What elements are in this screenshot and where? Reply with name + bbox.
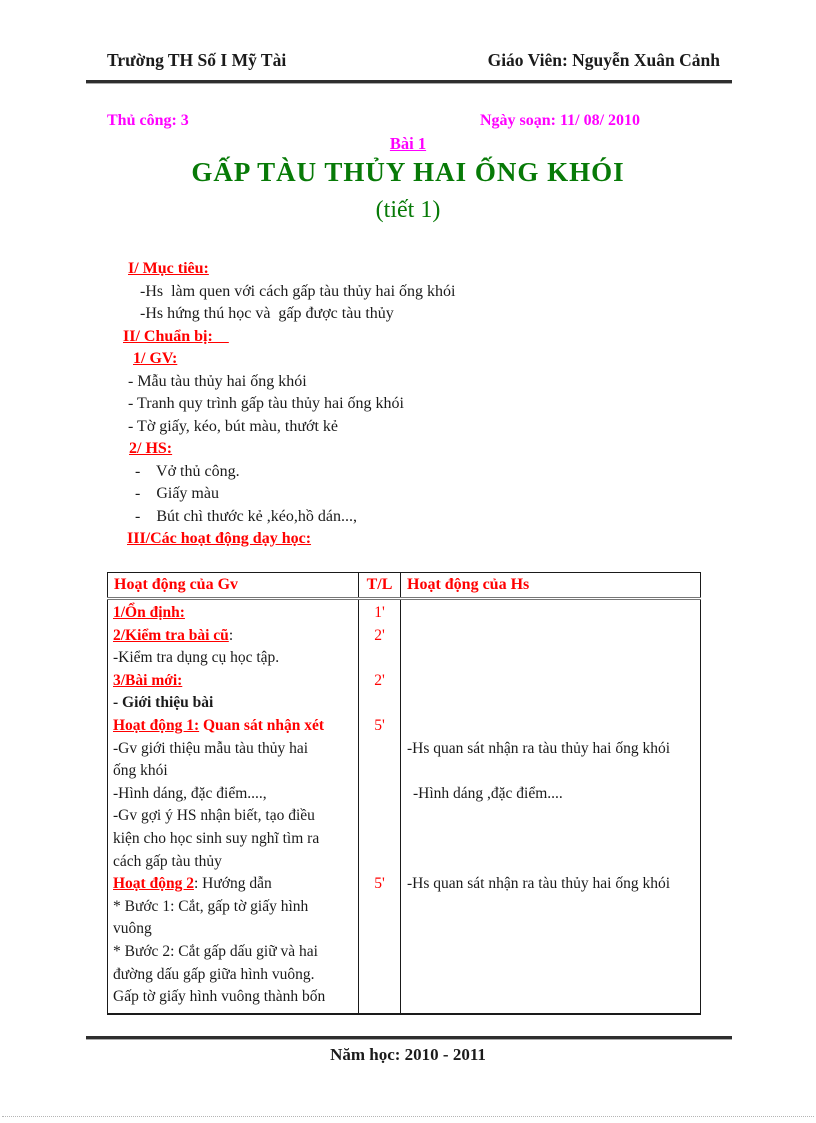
gv-line: 1/Ổn định: bbox=[113, 604, 185, 621]
activities-table-wrap bbox=[107, 572, 701, 1015]
gv-line: -Hình dáng, đặc điểm...., bbox=[113, 784, 267, 802]
table-header-row bbox=[108, 573, 701, 599]
hs-item: - Giấy màu bbox=[135, 485, 219, 502]
time-value: 2' bbox=[374, 627, 385, 644]
muc-tieu-item: -Hs làm quen với cách gấp tàu thủy hai ống khói bbox=[140, 282, 456, 300]
lesson-subtitle: (tiết 1) bbox=[375, 197, 441, 223]
gv-item: - Tranh quy trình gấp tàu thủy hai ống khói bbox=[128, 395, 404, 412]
col-header-hs: Hoạt động của Hs bbox=[401, 573, 701, 599]
hs-activities-cell bbox=[401, 599, 701, 1014]
time-value: 5' bbox=[374, 717, 385, 734]
gv-line: vuông bbox=[113, 920, 152, 938]
subheading-hs: 2/ HS: bbox=[129, 440, 173, 457]
gv-line: -Gv giới thiệu mẫu tàu thủy hai bbox=[113, 739, 309, 757]
time-value: 5' bbox=[374, 875, 385, 892]
page-bottom-dotted-line bbox=[2, 1116, 814, 1117]
col-header-tl: T/L bbox=[359, 573, 401, 599]
gv-item: - Tờ giấy, kéo, bút màu, thướt kẻ bbox=[128, 417, 338, 435]
subheading-gv: 1/ GV: bbox=[133, 350, 178, 367]
gv-line: Gấp tờ giấy hình vuông thành bốn bbox=[113, 988, 326, 1006]
gv-line: * Bước 2: Cắt gấp dấu giữ và hai bbox=[113, 942, 318, 960]
time-cell bbox=[359, 599, 401, 1014]
school-year: Năm học: 2010 - 2011 bbox=[330, 1045, 486, 1064]
gv-line: 2/Kiểm tra bài cũ: bbox=[113, 626, 234, 644]
gv-item: - Mẫu tàu thủy hai ống khói bbox=[128, 372, 307, 390]
teacher-name: Giáo Viên: Nguyễn Xuân Cảnh bbox=[487, 50, 720, 70]
gv-line: Hoạt động 2: Hướng dẫn bbox=[113, 875, 272, 893]
header-rule bbox=[86, 80, 732, 84]
hs-item: - Vở thủ công. bbox=[135, 462, 240, 480]
date-label: Ngày soạn: 11/ 08/ 2010 bbox=[480, 112, 641, 129]
section-heading-hoat-dong: III/Các hoạt động dạy học: bbox=[127, 530, 312, 547]
gv-line: kiện cho học sinh suy nghĩ tìm ra bbox=[113, 829, 320, 847]
gv-line: cách gấp tàu thủy bbox=[113, 852, 222, 870]
gv-line: 3/Bài mới: bbox=[113, 671, 183, 689]
lesson-title: GẤP TÀU THỦY HAI ỐNG KHÓI bbox=[191, 157, 625, 187]
gv-line: -Gv gợi ý HS nhận biết, tạo điều bbox=[113, 807, 315, 825]
hs-line: -Hình dáng ,đặc điểm.... bbox=[413, 785, 563, 802]
sections-block bbox=[107, 258, 707, 551]
col-header-gv: Hoạt động của Gv bbox=[108, 573, 359, 599]
gv-line: -Kiểm tra dụng cụ học tập. bbox=[113, 649, 280, 667]
gv-line: - Giới thiệu bài bbox=[113, 694, 214, 712]
muc-tieu-item: -Hs hứng thú học và gấp được tàu thủy bbox=[140, 305, 394, 322]
subject-label: Thủ công: 3 bbox=[107, 112, 189, 129]
school-name: Trường TH Số I Mỹ Tài bbox=[107, 50, 287, 70]
gv-line: đường dấu gấp giữa hình vuông. bbox=[113, 965, 315, 983]
section-heading-muc-tieu: I/ Mục tiêu: bbox=[128, 260, 209, 277]
hs-line: -Hs quan sát nhận ra tàu thủy hai ống khói bbox=[407, 740, 671, 757]
activities-table bbox=[107, 572, 701, 1015]
gv-line: Hoạt động 1: Quan sát nhận xét bbox=[113, 716, 325, 734]
gv-line: * Bước 1: Cắt, gấp tờ giấy hình bbox=[113, 897, 309, 915]
hs-item: - Bút chì thước kẻ ,kéo,hồ dán..., bbox=[135, 507, 357, 525]
time-value: 2' bbox=[374, 672, 385, 689]
lesson-number bbox=[0, 134, 816, 154]
section-heading-chuan-bi: II/ Chuẩn bị: bbox=[123, 327, 229, 345]
gv-line: ống khói bbox=[113, 762, 168, 780]
time-value: 1' bbox=[374, 604, 385, 621]
hs-line: -Hs quan sát nhận ra tàu thủy hai ống khói bbox=[407, 875, 671, 892]
gv-activities-cell bbox=[108, 599, 359, 1014]
table-body-row bbox=[108, 599, 701, 1014]
footer-rule bbox=[86, 1036, 732, 1040]
lesson-number-text: Bài 1 bbox=[389, 134, 427, 153]
